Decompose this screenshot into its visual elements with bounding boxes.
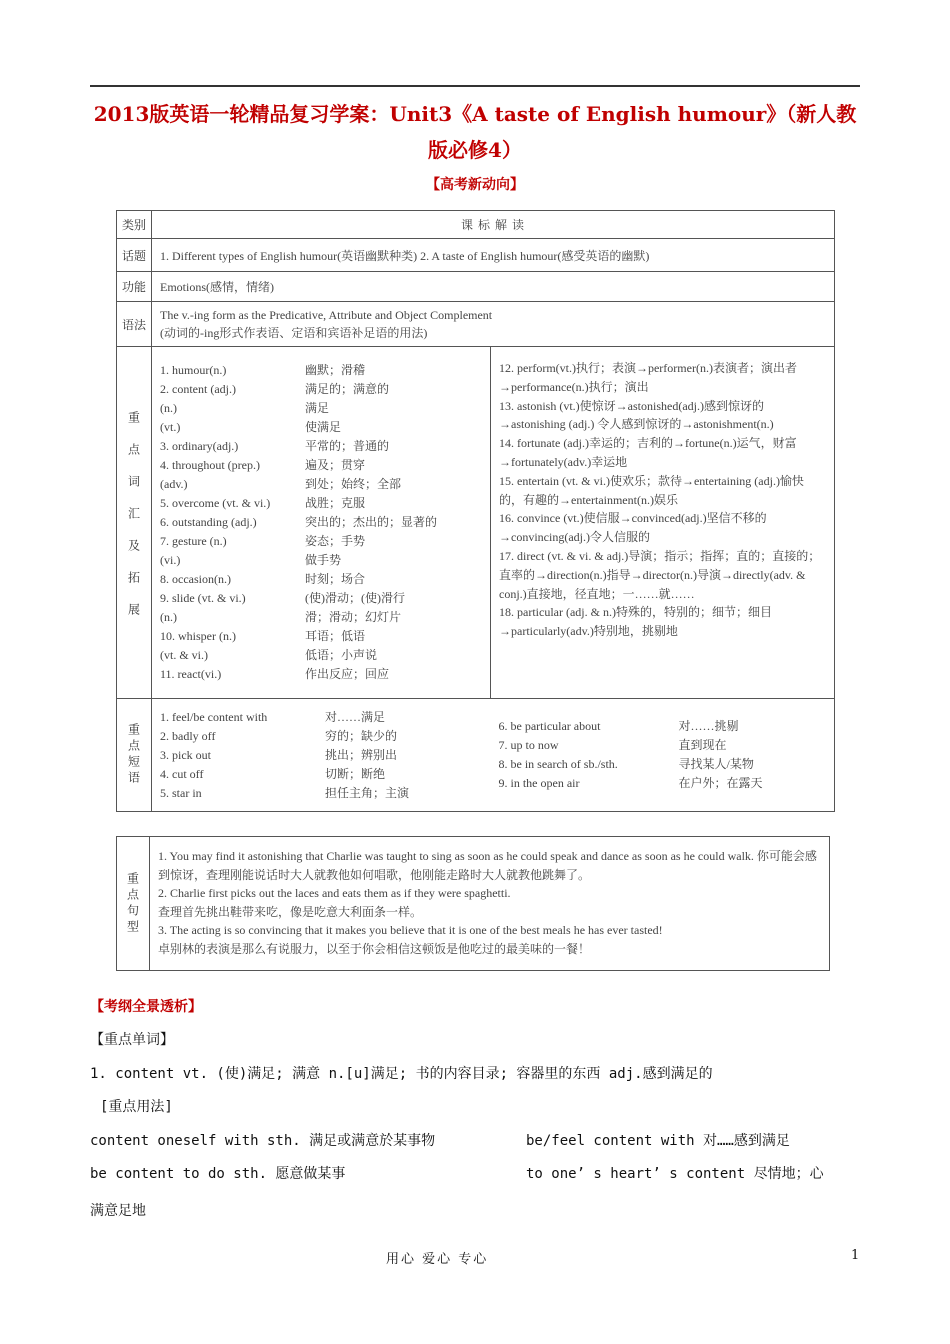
meaning: 直到现在 bbox=[678, 738, 727, 752]
table-row bbox=[117, 272, 835, 302]
term: 3. ordinary(adj.) bbox=[160, 439, 239, 453]
sentence-2: 2. Charlie first picks out the laces and eats them as if they were spaghetti. bbox=[158, 886, 511, 900]
list-item bbox=[160, 570, 482, 589]
term: 2. badly off bbox=[160, 728, 216, 743]
vocab-left-cell bbox=[152, 347, 491, 699]
usage-1a: content oneself with sth. 满足或满意於某事物 bbox=[90, 1133, 436, 1149]
list-item bbox=[160, 475, 482, 494]
meaning: 突出的；杰出的；显著的 bbox=[305, 515, 438, 529]
phrase-label: 重点短语 bbox=[126, 723, 141, 787]
list-item: 12. perform(vt.)执行；表演→performer(n.)表演者；演出者→performance(n.)执行；演出 bbox=[499, 361, 797, 394]
list-item bbox=[160, 361, 482, 380]
list-item: 13. astonish (vt.)使惊讶→astonished(adj.)感到惊讶的→astonishing (adj.) 令人感到惊讶的→astonishment(n.) bbox=[499, 398, 774, 432]
term: (vt.) bbox=[160, 420, 181, 434]
meaning: 时刻；场合 bbox=[305, 572, 366, 586]
list-item bbox=[160, 746, 483, 765]
meaning: 姿态；手势 bbox=[305, 534, 366, 548]
meaning: 耳语；低语 bbox=[305, 629, 366, 643]
list-item bbox=[499, 736, 827, 755]
list-item bbox=[160, 708, 483, 727]
term: 8. be in search of sb./sth. bbox=[498, 757, 618, 771]
col-header-title: 课 标 解 读 bbox=[152, 211, 835, 239]
function-label: 功能 bbox=[117, 272, 152, 302]
meaning: 在户外；在露天 bbox=[678, 776, 763, 790]
grammar-label: 语法 bbox=[117, 302, 152, 347]
section-heading-trends: 【高考新动向】 bbox=[426, 177, 524, 193]
term: 9. in the open air bbox=[498, 776, 580, 790]
meaning: 对……满足 bbox=[325, 709, 386, 724]
meaning: (使)滑动；(使)滑行 bbox=[305, 591, 405, 605]
list-item: 15. entertain (vt. & vi.)使欢乐；款待→entertaining (adj.)愉快的，有趣的→entertainment(n.)娱乐 bbox=[499, 473, 804, 507]
document-title bbox=[80, 96, 870, 168]
section-heading-analysis: 【考纲全景透析】 bbox=[90, 999, 202, 1015]
phrase-right-cell bbox=[491, 699, 835, 812]
usage-2b: to one’ s heart’ s content 尽情地；心 bbox=[526, 1166, 824, 1182]
list-item bbox=[160, 380, 482, 399]
term: 7. gesture (n.) bbox=[160, 534, 227, 548]
list-item bbox=[160, 551, 482, 570]
table-row bbox=[117, 211, 835, 239]
meaning: 低语；小声说 bbox=[305, 648, 378, 662]
sentence-label-cell bbox=[117, 837, 150, 971]
meaning: 滑；滑动；幻灯片 bbox=[305, 610, 402, 624]
topic-label: 话题 bbox=[117, 239, 152, 272]
meaning: 寻找某人/某物 bbox=[678, 757, 754, 771]
sentence-3: 3. The acting is so convincing that it makes you believe that it is one of the best meals he has ever tasted! bbox=[158, 923, 663, 937]
term: 9. slide (vt. & vi.) bbox=[160, 591, 246, 605]
table-row bbox=[117, 347, 835, 699]
list-item bbox=[160, 765, 483, 784]
list-item bbox=[160, 418, 482, 437]
list-item bbox=[160, 665, 482, 684]
list-item: 18. particular (adj. & n.)特殊的，特别的；细节；细目→particularly(adv.)特别地，挑剔地 bbox=[499, 605, 772, 639]
meaning: 担任主角；主演 bbox=[325, 785, 410, 800]
meaning: 做手势 bbox=[305, 553, 342, 567]
function-text: Emotions(感情，情绪) bbox=[152, 272, 835, 302]
term: (vt. & vi.) bbox=[160, 648, 208, 662]
sentence-cell bbox=[150, 837, 830, 971]
vocab-right-list bbox=[499, 351, 826, 641]
term: 2. content (adj.) bbox=[160, 382, 236, 396]
list-item bbox=[160, 646, 482, 665]
table-row bbox=[117, 837, 830, 971]
term: 1. feel/be content with bbox=[160, 709, 268, 724]
term: 4. throughout (prep.) bbox=[160, 458, 260, 472]
term: (adv.) bbox=[160, 477, 188, 491]
list-item: 14. fortunate (adj.)幸运的；吉利的→fortune(n.)运气，财富→fortunately(adv.)幸运地 bbox=[499, 436, 797, 469]
list-item bbox=[160, 784, 483, 803]
page-number: 1 bbox=[851, 1248, 860, 1263]
term: (n.) bbox=[160, 610, 177, 624]
grammar-text bbox=[152, 302, 835, 347]
meaning: 满足 bbox=[305, 401, 330, 415]
vocab-label-cell bbox=[117, 347, 152, 699]
usage-label: [重点用法] bbox=[100, 1099, 173, 1115]
meaning: 对……挑剔 bbox=[678, 719, 739, 733]
term: 8. occasion(n.) bbox=[160, 572, 231, 586]
usage-2a: be content to do sth. 愿意做某事 bbox=[90, 1166, 346, 1182]
list-item bbox=[160, 399, 482, 418]
phrase-left-list bbox=[160, 708, 483, 803]
list-item bbox=[499, 774, 827, 793]
term: 7. up to now bbox=[498, 738, 559, 752]
usage-2c: 满意足地 bbox=[90, 1203, 146, 1219]
title-line-2: 版必修4） bbox=[428, 138, 522, 162]
term: 5. overcome (vt. & vi.) bbox=[160, 496, 271, 510]
list-item bbox=[160, 532, 482, 551]
grammar-line-2: (动词的-ing形式作表语、定语和宾语补足语的用法) bbox=[160, 326, 428, 340]
word-entry-content: 1. content vt. (使)满足; 满意 n.[u]满足; 书的内容目录; 容器里的东西 adj.感到满足的 bbox=[90, 1066, 713, 1082]
term: 3. pick out bbox=[160, 747, 211, 762]
meaning: 满足的；满意的 bbox=[305, 382, 390, 396]
phrase-label-cell bbox=[117, 699, 152, 812]
list-item: 17. direct (vt. & vi. & adj.)导演；指示；指挥；直的；直接的；直率的→direction(n.)指导→director(n.)导演→directly(adv. & conj.)直接地，径直地；一……就…… bbox=[499, 548, 821, 601]
usage-1b: be/feel content with 对……感到满足 bbox=[526, 1133, 790, 1149]
meaning: 幽默；滑稽 bbox=[305, 363, 366, 377]
list-item bbox=[160, 627, 482, 646]
list-item bbox=[160, 513, 482, 532]
col-header-label: 类别 bbox=[117, 211, 152, 239]
meaning: 切断；断绝 bbox=[325, 766, 386, 781]
meaning: 作出反应；回应 bbox=[305, 667, 390, 681]
sentence-1: 1. You may find it astonishing that Charlie was taught to sing as soon as he could speak and dance as soon as he could walk. 你可能会感到惊讶，查理刚能说话时大人就教他如何唱歌，他刚能走路时大人就教他跳舞了。 bbox=[158, 849, 817, 882]
list-item bbox=[160, 494, 482, 513]
term: (vi.) bbox=[160, 553, 181, 567]
term: 4. cut off bbox=[160, 766, 204, 781]
term: 1. humour(n.) bbox=[160, 363, 227, 377]
footer-motto: 用心 爱心 专心 bbox=[386, 1252, 489, 1267]
term: 5. star in bbox=[160, 785, 202, 800]
vocab-right-cell bbox=[491, 347, 835, 699]
table-row bbox=[117, 699, 835, 812]
meaning: 穷的；缺少的 bbox=[325, 728, 398, 743]
title-line-1: 2013版英语一轮精品复习学案：Unit3《A taste of English humour》（新人教 bbox=[93, 102, 857, 126]
top-rule bbox=[90, 85, 860, 87]
phrase-right-list bbox=[499, 717, 827, 793]
term: 6. outstanding (adj.) bbox=[160, 515, 257, 529]
term: 6. be particular about bbox=[498, 719, 601, 733]
meaning: 到处；始终；全部 bbox=[305, 477, 402, 491]
vocab-left-list bbox=[160, 351, 482, 684]
sentence-label: 重点句型 bbox=[125, 871, 140, 936]
table-row bbox=[117, 239, 835, 272]
table-row bbox=[117, 302, 835, 347]
list-item bbox=[499, 717, 827, 736]
meaning: 平常的；普通的 bbox=[305, 439, 390, 453]
section-heading-key-words: 【重点单词】 bbox=[90, 1032, 174, 1048]
list-item bbox=[160, 456, 482, 475]
sentence-pattern-table bbox=[116, 836, 830, 971]
term: 11. react(vi.) bbox=[160, 667, 222, 681]
list-item bbox=[160, 437, 482, 456]
meaning: 挑出；辨别出 bbox=[325, 747, 398, 762]
meaning: 遍及；贯穿 bbox=[305, 458, 366, 472]
vocab-label: 重点词汇及拓展 bbox=[126, 410, 141, 635]
topic-text: 1. Different types of English humour(英语幽默种类) 2. A taste of English humour(感受英语的幽默) bbox=[152, 239, 835, 272]
meaning: 战胜；克服 bbox=[305, 496, 366, 510]
term: (n.) bbox=[160, 401, 177, 415]
meaning: 使满足 bbox=[305, 420, 342, 434]
curriculum-table bbox=[116, 210, 835, 812]
grammar-line-1: The v.-ing form as the Predicative, Attribute and Object Complement bbox=[160, 308, 493, 322]
list-item bbox=[160, 608, 482, 627]
term: 10. whisper (n.) bbox=[160, 629, 236, 643]
sentence-2-translation: 查理首先挑出鞋带来吃，像是吃意大利面条一样。 bbox=[158, 904, 423, 919]
list-item bbox=[160, 589, 482, 608]
sentence-3-translation: 卓别林的表演是那么有说服力，以至于你会相信这顿饭是他吃过的最美味的一餐！ bbox=[158, 941, 591, 956]
list-item bbox=[499, 755, 827, 774]
phrase-left-cell bbox=[152, 699, 491, 812]
list-item bbox=[160, 727, 483, 746]
list-item: 16. convince (vt.)使信服→convinced(adj.)坚信不移的→convincing(adj.)令人信服的 bbox=[499, 511, 767, 545]
